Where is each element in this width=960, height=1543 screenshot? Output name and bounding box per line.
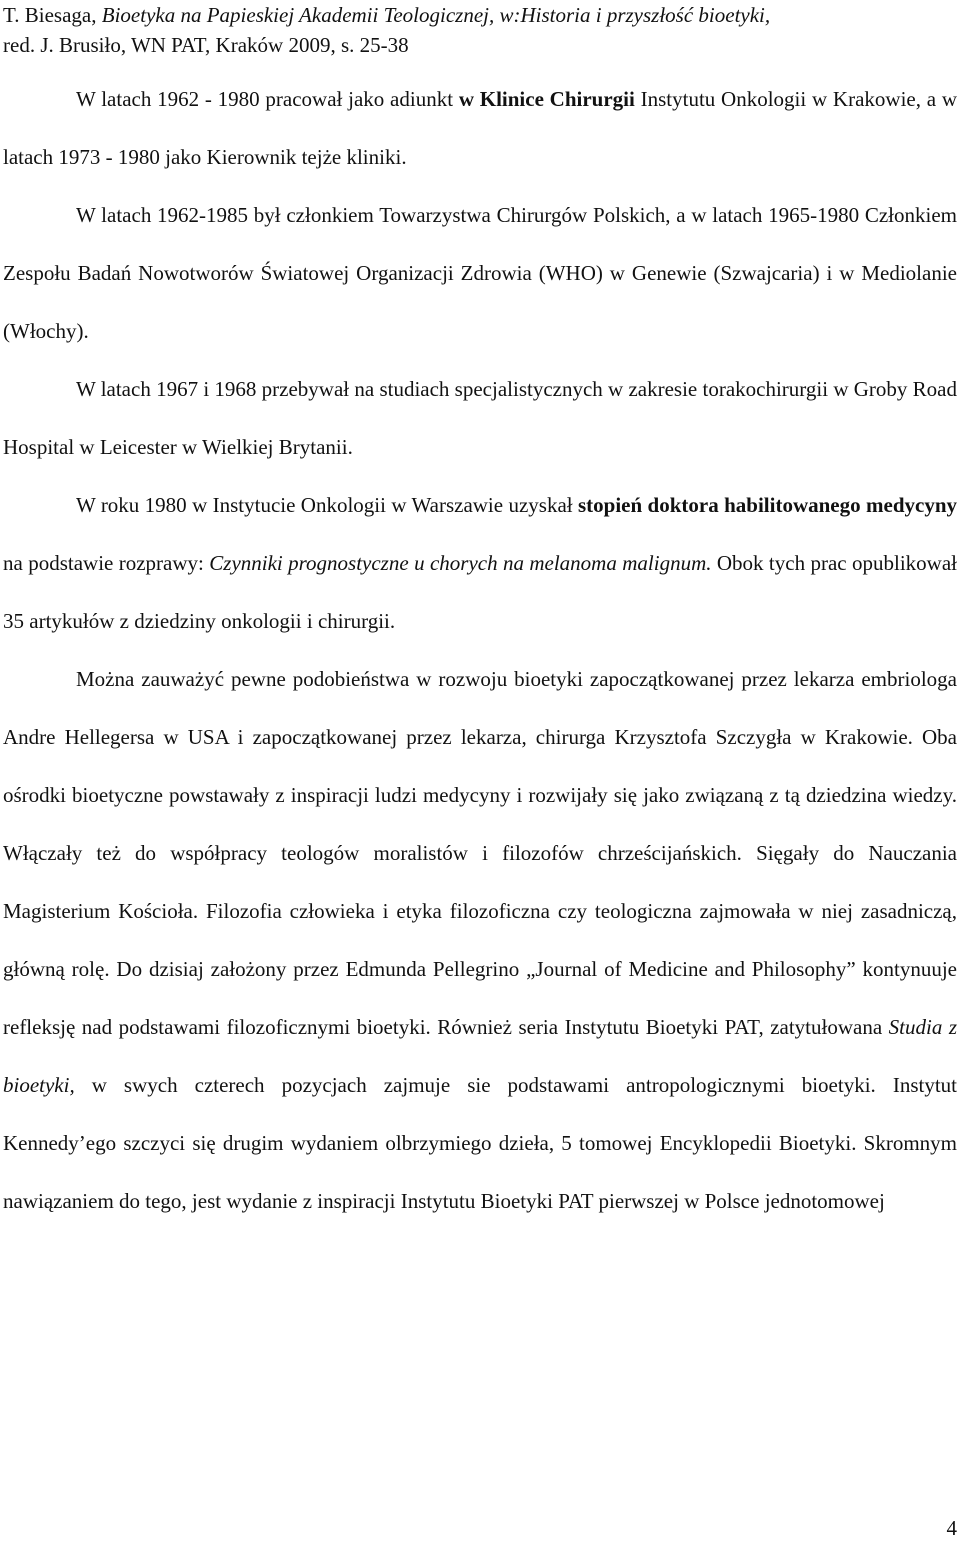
citation-header [3,0,955,60]
paragraph-2 [3,186,957,360]
paragraph-4-bold: stopień doktora habilitowanego medycyny [578,493,957,517]
citation-line-1 [3,0,955,30]
citation-title: Bioetyka na Papieskiej Akademii Teologicznej, w:Historia i przyszłość bioetyki, [101,3,771,27]
paragraph-3-text: W latach 1967 i 1968 przebywał na studiach specjalistycznych w zakresie torakochirurgii w Groby Road Hospital w Leicester w Wielkiej Brytanii. [3,377,957,459]
paragraph-5-text-b: w swych czterech pozycjach zajmuje sie podstawami antropologicznymi bioetyki. Instytut Kennedy’ego szczyci się drugim wydaniem olbrzymiego dzieła, 5 tomowej Encyklopedii Bioetyki. Skromnym nawiązaniem do tego, jest wydanie z inspiracji Instytutu Bioetyki PAT pierwszej w Polsce jednotomowej [3,1073,957,1213]
paragraph-5-text-a: Można zauważyć pewne podobieństwa w rozwoju bioetyki zapoczątkowanej przez lekarza embriologa Andre Hellegersa w USA i zapoczątkowanej przez lekarza, chirurga Krzysztofa Szczygła w Krakowie. Oba ośrodki bioetyczne powstawały z inspiracji ludzi medycyny i rozwijały się jako związaną z tą dziedzina wiedzy. Włączały też do współpracy teologów moralistów i filozofów chrześcijańskich. Sięgały do Nauczania Magisterium Kościoła. Filozofia człowieka i etyka filozoficzna czy teologiczna zajmowała w niej zasadniczą, główną rolę. Do dzisiaj założony przez Edmunda Pellegrino „Journal of Medicine and Philosophy” kontynuuje refleksję nad podstawami filozoficznymi bioetyki. Również seria Instytutu Bioetyki PAT, zatytułowana [3,667,957,1039]
paragraph-1-text-b: Instytutu Onkologii w Krakowie, a w latach 1973 - 1980 jako Kierownik tejże kliniki. [3,87,957,169]
paragraph-1-bold: w Klinice Chirurgii [458,87,635,111]
citation-author: T. Biesaga, [3,3,102,27]
paragraph-4 [3,476,957,650]
paragraph-1 [3,70,957,186]
paragraph-4-text-c: Obok tych prac opublikował 35 artykułów z dziedziny onkologii i chirurgii. [3,551,957,633]
page-number: 4 [946,1516,957,1540]
document-body [3,70,957,1230]
citation-line-2: red. J. Brusiło, WN PAT, Kraków 2009, s. 25-38 [3,33,409,57]
paragraph-4-text-b: na podstawie rozprawy: [3,551,210,575]
paragraph-2-text: W latach 1962-1985 był członkiem Towarzystwa Chirurgów Polskich, a w latach 1965-1980 Członkiem Zespołu Badań Nowotworów Światowej Organizacji Zdrowia (WHO) w Genewie (Szwajcaria) i w Mediolanie (Włochy). [3,203,957,343]
paragraph-4-text-a: W roku 1980 w Instytucie Onkologii w Warszawie uzyskał [76,493,578,517]
paragraph-5 [3,650,957,1230]
paragraph-3 [3,360,957,476]
paragraph-1-text-a: W latach 1962 - 1980 pracował jako adiunkt [76,87,459,111]
paragraph-4-italic: Czynniki prognostyczne u chorych na melanoma malignum. [209,551,712,575]
paragraph-5-italic: Studia z bioetyki, [3,1015,957,1097]
